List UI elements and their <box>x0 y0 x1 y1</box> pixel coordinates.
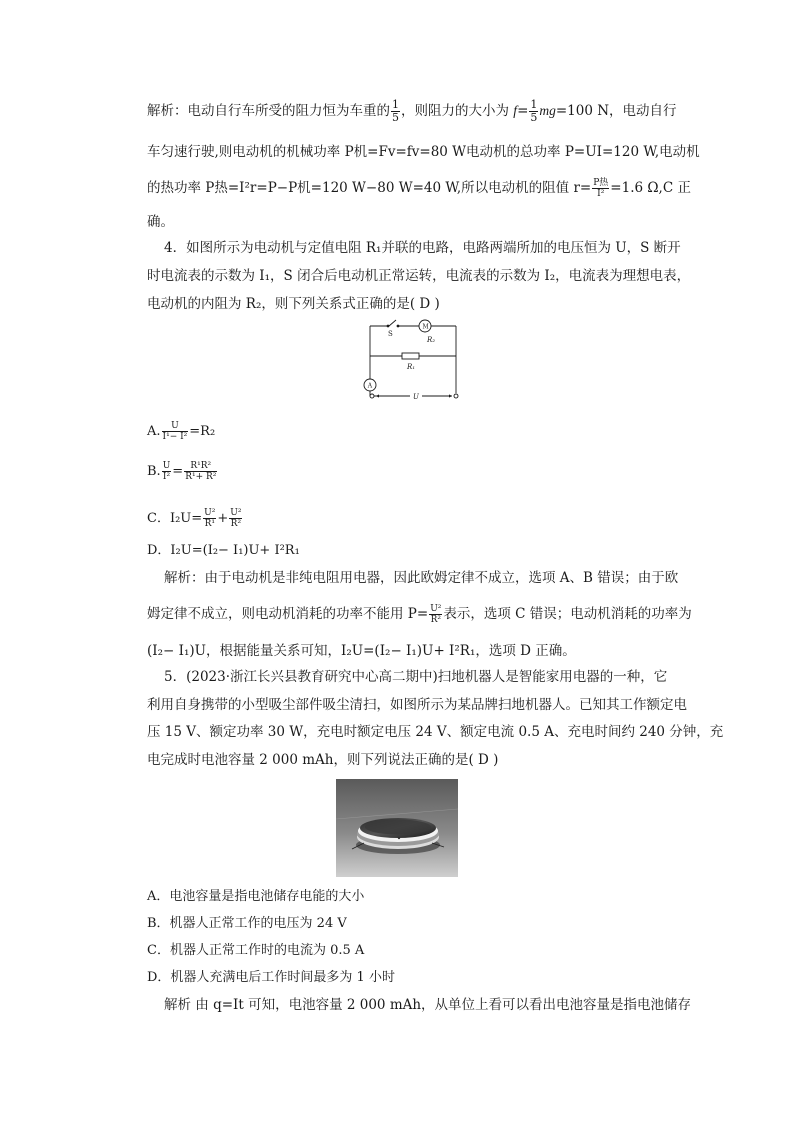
q4-option-b <box>147 461 218 482</box>
q4-explanation-2 <box>147 604 692 625</box>
fraction <box>229 508 242 529</box>
var-f: f <box>513 103 518 118</box>
frac-num: U² <box>230 508 242 518</box>
frac-num: 1 <box>530 98 538 111</box>
frac-num: 1 <box>392 98 399 111</box>
frac-num: U <box>162 421 189 432</box>
q4-line-1: 4．如图所示为电动机与定值电阻 R₁并联的电路，电路两端所加的电压恒为 U，S 断开 <box>164 240 681 256</box>
label-u: U <box>413 393 419 401</box>
label-r1: R₁ <box>407 363 416 371</box>
label-m: M <box>422 323 429 331</box>
text: =1.6 Ω,C 正 <box>610 180 691 196</box>
var-mg: mg <box>539 103 556 118</box>
q5-line-4: 电完成时电池容量 2 000 mAh，则下列说法正确的是( D ) <box>147 752 499 768</box>
q5-line-2: 利用自身携带的小型吸尘部件吸尘清扫，如图所示为某品牌扫地机器人。已知其工作额定电 <box>147 697 687 713</box>
frac-den: 5 <box>392 111 399 124</box>
fraction-p-over-i2 <box>592 178 609 199</box>
q5-option-b: B．机器人正常工作的电压为 24 V <box>147 916 347 931</box>
q4-option-a <box>147 421 215 442</box>
fraction-one-fifth-2 <box>529 99 538 124</box>
text: ，则阻力的大小为 <box>401 103 514 119</box>
text: 表示，选项 C 错误；电动机消耗的功率为 <box>443 606 692 622</box>
text: 解析：电动自行车所受的阻力恒为车重的 <box>147 103 390 119</box>
frac-den: I² <box>597 189 605 199</box>
resistor-r1 <box>402 353 419 359</box>
frac-num: U <box>162 461 171 471</box>
label-r2: R₂ <box>427 336 436 344</box>
fraction-one-fifth <box>391 99 400 124</box>
q4-line-3: 电动机的内阻为 R₂，则下列关系式正确的是( D ) <box>147 296 440 312</box>
fraction <box>162 461 172 482</box>
label-a: A <box>367 382 373 390</box>
explanation-line-4: 确。 <box>147 214 174 230</box>
q5-line-3: 压 15 V、额定功率 30 W，充电时额定电压 24 V、额定电流 0.5 A、充电时间约 240 分钟，充 <box>147 724 724 740</box>
q5-line-1: 5．(2023·浙江长兴县教育研究中心高二期中)扫地机器人是智能家用电器的一种，它 <box>164 669 668 685</box>
q4-option-d: D．I₂U=(I₂− I₁)U+ I²R₁ <box>147 543 300 558</box>
circuit-diagram <box>352 316 468 402</box>
q5-option-c: C．机器人正常工作时的电流为 0.5 A <box>147 943 365 958</box>
switch-blade <box>389 320 396 326</box>
text: = <box>172 464 184 479</box>
text: 姆定律不成立，则电动机消耗的功率不能用 P= <box>147 606 429 622</box>
q4-explanation-1: 解析：由于电动机是非纯电阻用电器，因此欧姆定律不成立，选项 A、B 错误；由于欧 <box>164 570 679 586</box>
q5-option-d: D．机器人充满电后工作时间最多为 1 小时 <box>147 970 395 985</box>
frac-num: U² <box>430 604 442 614</box>
fraction <box>429 604 442 625</box>
q5-explanation-1: 解析 由 q=It 可知，电池容量 2 000 mAh，从单位上看可以看出电池容量是指电池储存 <box>164 997 692 1013</box>
q4-option-c <box>147 508 243 529</box>
fraction <box>203 508 216 529</box>
explanation-line-2: 车匀速行驶,则电动机的机械功率 P机=Fv=fv=80 W电动机的总功率 P=UI=120 W,电动机 <box>147 144 700 160</box>
text: 的热功率 P热=I²r=P−P机=120 W−80 W=40 W,所以电动机的阻值 r= <box>147 180 592 196</box>
q5-option-a: A．电池容量是指电池储存电能的大小 <box>147 889 365 904</box>
terminal-right <box>454 394 458 398</box>
fraction <box>184 461 217 482</box>
q4-line-2: 时电流表的示数为 I₁，S 闭合后电动机正常运转，电流表的示数为 I₂，电流表为理想电表， <box>147 268 691 284</box>
frac-den: I² <box>162 472 171 482</box>
option-label: C．I₂U= <box>147 511 203 526</box>
text: = <box>517 103 529 119</box>
frac-den: 5 <box>530 111 538 124</box>
explanation-line-1 <box>147 99 677 124</box>
text: + <box>217 511 229 526</box>
frac-den: R² <box>230 519 242 529</box>
frac-num: R¹R² <box>184 461 217 472</box>
frac-den: R² <box>430 615 441 625</box>
text: =100 N，电动自行 <box>555 103 677 119</box>
frac-den: R¹ <box>204 519 215 529</box>
terminal-left <box>370 394 374 398</box>
frac-den: I¹− I² <box>162 432 188 442</box>
fraction <box>162 421 189 442</box>
label-s: S <box>388 330 393 338</box>
frac-num: P热 <box>593 178 609 188</box>
option-label: B. <box>147 464 161 479</box>
option-label: A. <box>147 424 161 439</box>
frac-den: R¹+ R² <box>185 472 217 482</box>
q4-explanation-3: (I₂− I₁)U，根据能量关系可知，I₂U=(I₂− I₁)U+ I²R₁，选项 D 正确。 <box>147 643 576 659</box>
frac-num: U² <box>204 508 216 518</box>
explanation-line-3 <box>147 178 691 199</box>
text: =R₂ <box>189 424 216 439</box>
robot-vacuum-photo <box>336 779 458 877</box>
